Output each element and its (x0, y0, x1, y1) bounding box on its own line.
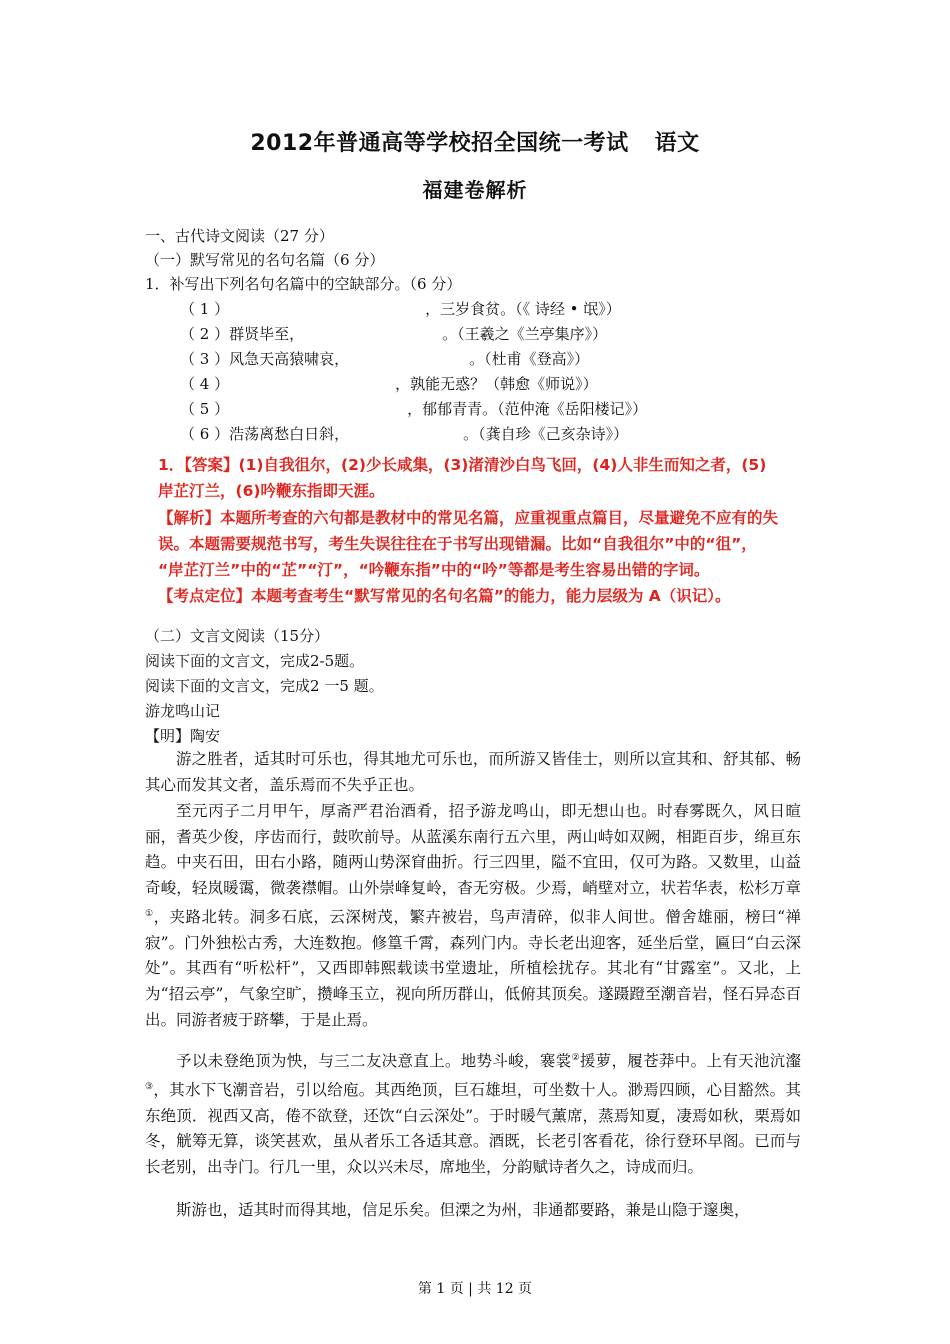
fill-item-2 (180, 322, 607, 346)
item-text-after: 。（杜甫《登高》） (469, 350, 590, 368)
title-text: 2012年普通高等学校招全国统一考试 (250, 131, 629, 156)
item-number: （ 6 ） (180, 425, 230, 443)
section1-subheading: （一）默写常见的名句名篇（6 分） (145, 251, 385, 269)
essay-paragraph-2 (145, 799, 801, 1033)
section2-instruction-2: 阅读下面的文言文，完成2 一5 题。 (145, 677, 384, 695)
item-number: （ 4 ） (180, 375, 230, 393)
paragraph-text: 至元丙子二月甲午，厚斋严君治酒肴，招予游龙鸣山，即无想山也。时春雾既久，风日暄丽，耆英少俊，序齿而行，鼓吹前导。从蓝溪东南行五六里，两山峙如双阙，相距百步，绵亘东趋。中夹石田，田右小路，随两山势深窅曲折。行三四里，隘不宜田，仅可为路。又数里，山益奇峻，轻岚暖霭，微袭襟帽。山外崇峰复岭，杳无穷极。少焉，峭壁对立，状若华表，松杉万章 (145, 802, 801, 898)
essay-paragraph-3 (145, 1046, 801, 1181)
footnote-marker: ① (145, 908, 154, 919)
document-subtitle: 福建卷解析 (422, 178, 528, 202)
item-number: （ 3 ） (180, 350, 230, 368)
item-text-before: 风急天高猿啸哀， (229, 350, 350, 368)
paragraph-text: ，其水下飞潮音岩，引以给庖。其西绝顶，巨石雄坦，可坐数十人。渺焉四顾，心目豁然。其东绝顶．视西又高，倦不欲登，还饮“白云深处”。于时暖气薰席，蒸焉知夏，凄焉如秋，栗焉如冬，觥筹无算，谈笑甚欢，虽从者乐工各适其意。酒既，长老引客看花，徐行登环早阁。已而与长老别，出寺门。行几一里，众以兴未尽，席地坐，分韵赋诗者久之，诗成而归。 (145, 1081, 801, 1177)
fill-item-1 (180, 297, 621, 321)
item-number: （ 5 ） (180, 400, 230, 418)
title-subject: 语文 (654, 131, 700, 156)
analysis-line-1: 【解析】本题所考查的六句都是教材中的常见名篇，应重视重点篇目，尽量避免不应有的失 (158, 509, 779, 527)
point-line: 【考点定位】本题考查考生“默写常见的名句名篇”的能力，能力层级为 A（识记）。 (158, 587, 731, 605)
section2-instruction-1: 阅读下面的文言文，完成2-5题。 (145, 652, 365, 670)
essay-paragraph-4: 斯游也，适其时而得其地，信足乐矣。但溧之为州，非通都要路，兼是山隐于邃奥， (176, 1201, 750, 1219)
paragraph-text: 援萝，履苍莽中。上有天池沆瀣 (579, 1052, 801, 1071)
fill-item-5 (180, 397, 647, 421)
section1-heading: 一、古代诗文阅读（27 分） (145, 227, 334, 245)
fill-item-3 (180, 347, 589, 371)
essay-paragraph-1: 游之胜者，适其时可乐也，得其地尤可乐也，而所游又皆佳士，则所以宣其和、舒其郁、畅其心而发其文者，盖乐焉而不失乎正也。 (145, 750, 801, 794)
item-text-before: 群贤毕至， (229, 325, 305, 343)
fill-item-4 (180, 372, 598, 396)
item-number: （ 1 ） (180, 300, 230, 318)
footnote-marker: ② (571, 1053, 580, 1063)
question-1-prompt: 1．补写出下列名句名篇中的空缺部分。（6 分） (145, 275, 462, 293)
item-text-before: 浩荡离愁白日斜， (229, 425, 350, 443)
answer-line-2: 岸芷汀兰，(6)吟鞭东指即天涯。 (158, 482, 385, 500)
section2-heading: （二）文言文阅读（15分） (145, 627, 330, 645)
paragraph-text: 予以未登绝顶为怏，与三二友决意直上。地势斗峻，褰裳 (176, 1052, 572, 1071)
item-text-after: ，孰能无惑？（韩愈《师说》） (395, 375, 598, 393)
analysis-line-3: “岸芷汀兰”中的“芷”“汀”，“吟鞭东指”中的“吟”等都是考生容易出错的字词。 (158, 561, 710, 579)
page-footer: 第 1 页 | 共 12 页 (417, 1281, 533, 1297)
answer-line-1: 1．【答案】(1)自我徂尔，(2)少长咸集，(3)渚清沙白鸟飞回，(4)人非生而知之者，(5) (158, 456, 767, 474)
item-text-after: ，郁郁青青。（范仲淹《岳阳楼记》） (407, 400, 648, 418)
document-title (0, 126, 950, 157)
paragraph-text: ，夹路北转。洞多石底，云深树茂，繁卉被岩，鸟声清碎，似非人间世。僧舍雄丽，榜曰“禅寂”。门外独松古秀，大连数抱。修篁千霄，森列门内。寺长老出迎客，延坐后堂，匾曰“白云深处”。其西有“听松杆”，又西即韩熙载读书堂遗址，所植桧扰存。其北有“甘露室”。又北，上为“招云亭”，气象空旷，攒峰玉立，视向所历群山，低俯其顶矣。遂蹑蹬至潮音岩，怪石异态百出。同游者疲于跻攀，于是止焉。 (145, 907, 801, 1029)
item-number: （ 2 ） (180, 325, 230, 343)
item-text-after: ，三岁食贫。（《 诗经 • 氓》） (425, 300, 621, 318)
footnote-marker: ③ (145, 1081, 154, 1092)
item-text-after: 。（龚自珍《己亥杂诗》） (463, 425, 629, 443)
essay-author: 【明】陶安 (145, 727, 221, 745)
essay-title: 游龙鸣山记 (145, 702, 221, 720)
fill-item-6 (180, 422, 628, 446)
item-text-after: 。（王羲之《兰亭集序》） (442, 325, 608, 343)
analysis-line-2: 误。本题需要规范书写，考生失误往往在于书写出现错漏。比如“自我徂尔”中的“徂”， (158, 535, 757, 553)
